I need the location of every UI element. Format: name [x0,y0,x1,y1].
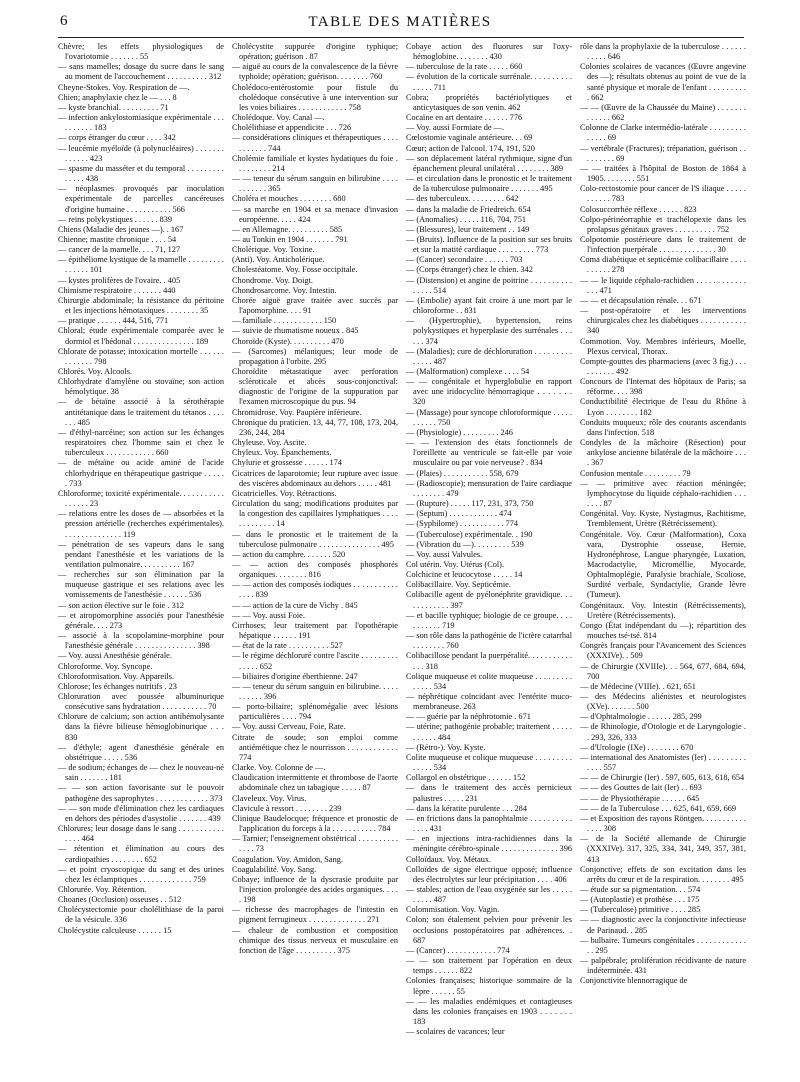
index-entry: — Voy. aussi Cerveau, Foie, Rate. [232,722,346,732]
index-entry: — — les maladies endémiques et contagieuses dans les colonies françaises en 1903 . . . . . . . 183 [406,996,572,1026]
index-entry: Choroïde (Kyste). . . . . . . . . . 470 [232,336,344,346]
index-entry: — bulbaire. Tumeurs congénitales . . . . . . . . . . . . . . 295 [580,935,746,955]
index-entry: — en Allemagne. . . . . . . . . . 585 [232,224,343,234]
index-entry: — — son traitement par l'opération en deux temps . . . . . . 822 [406,956,572,976]
index-entry: — des tuberculeux. . . . . . . . . 642 [406,194,519,204]
index-entry: — de Chirurgie (XVIIIe). . . 564, 677, 684, 694, 700 [580,661,746,681]
index-entry: Colloïdaux. Voy. Métaux. [406,854,492,864]
index-entry: Cholédoco-entérostomie pour fistule du cholédoque consécutive à une intervention sur les voies biliaires . . . . . . . . . . . . 758 [232,82,398,112]
index-entry: — de Médecine (VIIIe). . 621, 651 [580,681,696,691]
index-entry: — d'Ophtalmologie . . . . . . 285, 299 [580,712,702,722]
index-entry: — étude sur sa pigmentation. . . 574 [580,884,701,894]
index-entry: — — action des composés iodiques . . . . . . . . . . . . . . . 839 [232,580,398,600]
index-entry: — d'éthyle; agent d'anesthésie générale en obstétrique . . . . . 536 [58,742,224,762]
index-entry: — et point cryoscopique du sang et des urines chez les éclamptiques . . . . . . . . . . . . . 759 [58,864,224,884]
index-entry: — considérations cliniques et thérapeutiques . . . . . . . . . . . 744 [232,133,398,153]
index-entry: Colpotomie postérieure dans le traitement de l'infection puerpérale . . . . . . . . . . . . . . 30 [580,234,746,255]
index-entry: — — diagnostic avec la conjonctivite infectieuse de Parinaud. . 285 [580,915,746,935]
index-entry: — en injections intra-rachidiennes dans la méningite cérébro-spinale . . . . . . . . . . . . . . 396 [406,834,572,854]
index-entry: — — de Physiothérapie . . . . . . 645 [580,793,700,803]
index-entry: — (Cancer) . . . . . . . . . . . . 774 [406,945,510,955]
index-entry: Clarke. Voy. Colonne de —. [232,763,326,773]
index-entry: — son déplacement latéral rythmique, signe d'un épanchement pleural unilatéral . . . . . . . . 389 [406,153,572,173]
index-entry: Citrate de soude; son emploi comme antiémétique chez le nourrisson . . . . . . . . . . . . 774 [232,732,398,762]
index-entry: Chlorurée. Voy. Rétention. [58,884,147,894]
index-entry: — — son action favorisante sur le pouvoir pathogène des saprophytes . . . . . . . . . . . . . 373 [58,783,224,803]
index-entry: — (Maladies); cure de déchloruration . . . . . . . . . . . . . . 487 [406,346,572,366]
index-entry: — (Corps étranger) chez le chien. 342 [406,265,533,275]
index-entry: Cheyne-Stokes. Voy. Respiration de —. [58,82,190,92]
index-entry: Congénitaux. Voy. Intestin (Rétrécissements), Uretère (Rétrécissements). [580,600,746,620]
index-entry: Clavicule à ressort . . . . . . . . 239 [232,803,342,813]
index-entry: Colonies scolaires de vacances (Œuvre angevine des —); résultats obtenus au point de vue de la santé physique et morale de l'enfant . . . . . . . . . . 662 [580,62,746,102]
index-entry: — sans mamelles; dosage du sucre dans le sang au moment de l'accouchement . . . . . . . . . . 312 [58,62,224,82]
index-entry: — recherches sur son élimination par la muqueuse gastrique et ses relations avec les vomissements de l'anesthésie . . . . . . 536 [58,570,224,600]
index-entry: Conjonctivite blennorragique de [580,976,688,986]
index-entry: Colon; son étalement pelvien pour prévenir les occlusions postopératoires par adhérences. . 687 [406,915,572,945]
index-entry: Commotion. Voy. Membres inférieurs, Moelle, Plexus cervical, Thorax. [580,336,746,356]
index-entry: — richesse des macrophages de l'intestin en pigment ferrugineux . . . . . . . . . . . . . . 271 [232,905,398,925]
index-entry: Chloroformisation. Voy. Appareils. [58,671,174,681]
index-entry: — — et décapsulation rénale. . . 671 [580,295,702,305]
index-entry: Chirurgie abdominale; la résistance du péritoine et les injections hémotaxiques . . . . . . . . 35 [58,295,224,316]
index-entry: — reins polykystiques . . . . . . 839 [58,214,173,224]
index-entry: — état de la rate . . . . . . . . . . 527 [232,641,343,651]
header-rule [58,37,744,38]
index-entry: Chyleuse. Voy. Ascite. [232,438,307,448]
index-entry: Cobra; propriétés bactériolytiques et anticytasiques de son venin. 462 [406,92,572,112]
index-entry: — (Radioscopie); mensuration de l'aire cardiaque . . . . . . . . 479 [406,478,572,498]
index-entry: Chlorose; les échanges nutritifs . 23 [58,681,177,691]
index-entry: — — (Œuvre de la Chaussée du Maine) . . . . . . . . . . . . . 662 [580,102,746,123]
index-entry: Conduits muqueux; rôle des courants ascendants dans l'infection. 518 [580,417,746,437]
index-entry: Colosuccorrhée réflexe . . . . . . 823 [580,204,697,214]
index-entry: — (Hypertrophie), hypertension, reins polykystiques et hyperplasie des surrénales . . . . . . 374 [406,316,572,346]
index-entry: — (Plaies) . . . . . . . . . . . 558, 679 [406,468,519,478]
index-entry: — dans le traitement des accès pernicieux palustres . . . . . 231 [406,783,572,803]
index-entry: Chromidrose. Voy. Paupière inférieure. [232,407,362,417]
index-entry: — son rôle dans la pathogénie de l'ictère catarrhal . . . . . . . . 760 [406,631,572,651]
index-entry: Colonne de Clarke intermédio-latérale . . . . . . . . . . . . . . 69 [580,123,746,143]
index-entry: — post-opératoire et les interventions chirurgicales chez les diabétiques . . . . . . . . . . . 340 [580,306,746,336]
index-entry: — au Tonkin en 1904 . . . . . . . 791 [232,234,348,244]
index-entry: — épithéliome kystique de la mamelle . . . . . . . . . . . . . . . 101 [58,255,224,275]
index-entry: Conjonctive; effets de son excitation dans les arrêts du cœur et de la respiration. . . . . . . . 495 [580,864,746,884]
index-entry: — aiguë au cours de la convalescence de la fièvre typhoïde; opération; guérison. . . . . . . . 760 [232,62,398,82]
index-entry: — — Voy. aussi Foie. [232,610,305,620]
index-entry: — Tarnier; l'enseignement obstétrical . . . . . . . . . . . . . . 73 [232,834,398,854]
index-entry: — évolution de la corticale surrénale. . . . . . . . . . . . . . . 711 [406,72,572,92]
index-column-1 [58,42,224,1076]
index-entry: — kystes prolifères de l'ovaire. . 405 [58,275,181,285]
index-entry: — et Exposition des rayons Röntgen. . . . . . . . . . . . . . . 308 [580,813,746,834]
index-entry: Colonies françaises; historique sommaire de la lèpre . . . . . . 55 [406,976,572,996]
index-entry: — des Médecins aliénistes et neurologistes (XVe). . . . . . . 500 [580,692,746,712]
index-column-3 [406,42,572,1076]
index-entry: — (Septum) . . . . . . . . . . . . 474 [406,509,512,519]
index-entry: Choanes (Occlusion) osseuses . . 512 [58,895,182,905]
index-entry: Concours de l'Internat des hôpitaux de Paris; sa réforme. . . . 398 [580,377,746,397]
index-entry: Chloroforme; toxicité expérimentale. . . . . . . . . . . . . . . . . 23 [58,488,224,509]
index-entry: — d'éthyl-narcéine; son action sur les échanges respiratoires chez l'homme sain et chez le tuberculeux . . . . . . . . . . . . 660 [58,427,224,458]
index-entry: — chaleur de combustion et composition chimique des tissus nerveux et musculaire en fonction de l'âge . . . . . . . . . . 375 [232,925,398,955]
index-entry: — vertébrale (Fractures); trépanation, guérison . . . . . . . . . 69 [580,143,746,163]
index-entry: Cocaïne en art dentaire . . . . . . 776 [406,113,523,123]
index-entry: Coagulation. Voy. Amidon, Sang. [232,854,343,864]
index-entry: Circulation du sang; modifications produites par la congestion des capillaires lymphatiques . . . . . . . . . . . . . 14 [232,499,398,529]
index-entry: — familiale . . . . . . . . . . . . 150 [232,316,337,326]
index-entry: — Voy. aussi Valvules. [406,549,483,559]
index-entry: Cœlostomie vaginale antérieure. . . 69 [406,133,533,143]
page-number: 6 [60,13,68,29]
index-entry: — (Malformation) complexe . . . . 54 [406,367,530,376]
index-columns [58,42,746,1076]
index-entry: — (Rupture) . . . . . 117, 231, 373, 750 [406,499,534,509]
index-entry: — en frictions dans la panophtalmie . . . . . . . . . . . . . . 431 [406,813,572,834]
index-entry: — (Vibration du —). . . . . . . . . 539 [406,539,524,549]
index-entry: — palpébrale; prolifération récidivante de nature indéterminée. 431 [580,956,746,976]
index-entry: — Voy. aussi Anesthésie générale. [58,651,172,661]
index-entry: Cobaye action des fluorures sur l'oxy-hémoglobine. . . . . . . . 430 [406,42,572,62]
index-entry: — (Tuberculose) primitive . . . . 285 [580,905,701,915]
index-entry: — — guérie par la néphrotomie . 671 [406,712,531,722]
index-entry: — — primitive avec réaction méningée; lymphocytose du liquide céphalo-rachidien . . . . . . . 87 [580,478,746,509]
index-entry: Congrès français pour l'Avancement des Sciences (XXXIVe). . 509 [580,641,746,661]
index-entry: Confusion mentale . . . . . . . . . 79 [580,468,691,478]
index-entry: Cholélithiase et appendicite . . . 726 [232,123,352,133]
index-entry: — kyste branchial. . . . . . . . . . 71 [58,102,169,112]
index-entry: Cholécystectomie pour cholélithiase de la paroi de la vésicule. 336 [58,905,224,925]
index-entry: — — teneur du sérum sanguin en bilirubine . . . . . . . . . . . 365 [232,174,398,194]
index-entry: — scolaires de vacances; leur [406,1027,505,1037]
index-entry: — — action de la cure de Vichy . 845 [232,600,358,610]
index-column-4 [580,42,746,1076]
index-entry: — leucémie myéloïde (à polynucléaires) . . . . . . . . . . . . . 423 [58,143,224,163]
index-entry: — associé à la scopolamine-morphine pour l'anesthésie générale . . . . . . . . . . . . . . . 398 [58,631,224,651]
index-entry: — — l'extension des états fonctionnels de l'oreillette au ventricule se fait-elle par voie musculaire ou par voie nerveuse? . 834 [406,438,572,468]
index-entry: — — des Gouttes de lait (Ier) . . 693 [580,783,702,793]
index-entry: Chimisme respiratoire . . . . . . . 440 [58,285,176,295]
index-entry: Colibacille agent de pyélonéphrite gravidique. . . . . . . . . . . . 397 [406,590,572,610]
index-entry: — utérine; pathogénie probable; traitement . . . . . . . . . . . 484 [406,722,572,742]
index-entry: Cholécystite calculeuse . . . . . . 15 [58,925,172,935]
index-entry: Chien; anaphylaxie chez le — . . . 8 [58,92,177,102]
index-entry: Congénitale. Voy. Cœur (Malformation), Coxa vara, Dystrophie osseuse, Hernie, Hydronéphrose, Langue pharyngée, Luxation, Macrodactylie, Microméllie, Myocarde, Ophtalmoplégie, Paralysie brachiale, Scoliose, Surdité verbale, Syndactylie, Grande lèvre (Tumeur). [580,529,746,600]
index-entry: Chyleux. Voy. Épanchements. [232,448,332,458]
index-entry: — rétention et élimination au cours des cardiopathies . . . . . . . . 652 [58,844,224,864]
index-entry: Chronique du praticien. 13, 44, 77, 108, 173, 204, 236, 244, 284 [232,417,398,437]
index-entry: — d'Urologie (IXe) . . . . . . . . 670 [580,742,694,752]
index-entry: Chylurie et grossesse . . . . . . 174 [232,458,342,468]
index-entry: — (Sarcomes) mélaniques; leur mode de propagation à l'orbite. 295 [232,346,398,366]
index-entry: — de Rhinologie, d'Otologie et de Laryngologie . . 293, 326, 333 [580,722,746,742]
index-entry: Chlorhydrate d'amylène ou stovaïne; son action hémolytique. 38 [58,377,224,397]
index-entry: Clinique Baudelocque; fréquence et pronostic de l'application du forceps à la . . . . . . . . . . . 784 [232,813,398,834]
index-entry: — (Embolie) ayant fait croire à une mort par le chloroforme . . 831 [406,295,572,316]
index-entry: — pénétration de ses vapeurs dans le sang pendant l'anesthésie et les variations de la ventilation pulmonaire. . . . . . . . . . 167 [58,539,224,569]
index-entry: — action du camphre. . . . . . . 520 [232,549,346,559]
index-entry: — tuberculose de la rate . . . . . 660 [406,62,523,72]
index-entry: Cobaye; influence de la dyscrasie produite par l'injection prolongée des acides organiques. . . . . 198 [232,874,398,905]
index-entry: Compte-gouttes des pharmaciens (avec 3 fig.) . . . . . . . . . . 492 [580,356,746,376]
index-entry: Colommisation. Voy. Vagin. [406,905,500,915]
index-entry: Chlorures; leur dosage dans le sang . . . . . . . . . . . . . . . 464 [58,824,224,844]
index-entry: Chloral; étude expérimentale comparée avec le dormiol et l'hédonal . . . . . . . . . . . . . . . 189 [58,326,224,346]
index-entry: — — de Chirurgie (Ier) . 597, 605, 613, 618, 654 [580,773,745,783]
page-title: TABLE DES MATIÈRES [308,14,492,30]
index-entry: — stables; action de l'eau oxygénée sur les . . . . . . . . . . 487 [406,884,572,905]
index-entry: — et bacille typhique; biologie de ce groupe. . . . . . . . . . . 719 [406,610,572,630]
index-entry: — (Bruits). Influence de la position sur ses bruits et sur la matité cardiaque . . . . . . . . . 773 [406,234,572,255]
index-entry: Cholestéatome. Voy. Fosse occipitale. [232,265,358,275]
index-entry: Cholédoque. Voy. Canal —. [232,113,325,123]
index-entry: — — congénitale et hyperglobulie en rapport avec une iridocyclite hémorragique . . . . . . . 320 [406,377,572,407]
index-entry: — — action des composés phosphorés organiques. . . . . . . . 816 [232,559,398,580]
index-entry: Chondrosarcome. Voy. Intestin. [232,285,337,295]
index-entry: — — teneur du sérum sanguin en bilirubine. . . . . . . . . . . 396 [232,681,398,701]
index-entry: Congénital. Voy. Kyste, Nystagmus, Rachitisme, Tremblement, Urètre (Rétrécissement). [580,509,746,529]
index-entry: Colpo-périnéorraphie et trachélopexie dans les prolapsus génitaux graves . . . . . . . . . . 752 [580,214,746,234]
index-entry: — dans le pronostic et le traitement de la tuberculose pulmonaire . . . . . . . . . . . . . . . 495 [232,529,398,549]
index-entry: Claudication intermittente et thrombose de l'aorte abdominale chez un tabagique . . . . . 87 [232,773,398,793]
index-entry: — infection ankylostomiasique expérimentale . . . . . . . . . . 183 [58,113,224,133]
index-column-2 [232,42,398,1076]
index-entry: — (Blessures), leur traitement . . 149 [406,224,530,234]
index-entry: Cholémie familiale et kystes hydatiques du foie . . . . . . . . . 214 [232,153,398,173]
index-entry: — (Rétro-). Voy. Kyste. [406,742,486,752]
index-entry: — (Physiologie) . . . . . . . . . 246 [406,427,513,437]
index-entry: Cholérique. Voy. Toxine. [232,245,315,255]
index-entry: (Anti). Voy. Anticholérique. [232,255,325,265]
index-entry: Chondrome. Voy. Doigt. [232,275,313,285]
index-entry: — le régime déchloruré contre l'ascite . . . . . . . . . . . . . . 652 [232,651,398,671]
index-entry: Cirrhoses; leur traitement par l'opothérapie hépatique . . . . . . 191 [232,620,398,641]
index-entry: — (Massage) pour syncope chloroformique . . . . . . . . . . . 750 [406,407,572,427]
index-entry: — (Tuberculose) expérimentale. . 190 [406,529,533,539]
index-entry: — sa marche en 1904 et sa menace d'invasion européenne. . . . . 424 [232,204,398,224]
index-entry: — suivie de rhumatisme noueux . 845 [232,326,359,336]
index-entry: Coma diabétique et septicémie colibacillaire . . . . . . . . . . 278 [580,255,746,275]
index-entry: Choroïdite métastatique avec perforation scléroticale et abcès sous-conjonctival: diagnostic de l'origine de la suppuration par l'examen microscopique du pus. 94 [232,367,398,407]
index-entry: Chloroforme. Voy. Syncope. [58,661,153,671]
index-entry: Chorée aiguë grave traitée avec succès par l'apomorphine. . . . 91 [232,295,398,316]
index-entry: Cholécystite suppurée d'origine typhique; opération; guérison . 87 [232,42,398,62]
index-entry: Colique muqueuse et colite muqueuse . . . . . . . . . . . . . . 534 [406,671,572,691]
index-entry: — de la Société allemande de Chirurgie (XXXIVe). 317, 325, 334, 341, 349, 357, 381, 413 [580,834,746,864]
index-entry: — dans la kératite purulente . . . 284 [406,803,527,813]
index-entry: — de bétaïne associé à la sérothérapie antitétanique dans le traitement du tétanos . . . . . . . 485 [58,397,224,427]
index-entry: Cœur; action de l'alcool. 174, 191, 520 [406,143,535,153]
index-entry: — — de la Tuberculose . . . 625, 641, 659, 669 [580,803,737,813]
index-entry: — (Distension) et angine de poitrine . . . . . . . . . . . . . . . 514 [406,275,572,295]
index-entry: Cicatricielles. Voy. Rétractions. [232,488,337,498]
index-entry: — — son mode d'élimination chez les cardiaques en dehors des périodes d'asystolie . . . . . . . 439 [58,803,224,823]
index-entry: — son action élective sur le foie . 312 [58,600,185,610]
index-entry: Col utérin. Voy. Utérus (Col). [406,559,505,569]
index-entry: Conductibilité électrique de l'eau du Rhône à Lyon . . . . . . . . 182 [580,397,746,417]
index-entry: — dans la maladie de Friedreich. 654 [406,204,531,214]
index-entry: — néphrétique coïncidant avec l'entérite muco-membraneuse. 263 [406,692,572,712]
index-entry: — (Autoplastie) et prothèse . . . 175 [580,895,700,905]
index-entry: Congo (État indépendant du —); répartition des mouches tsé-tsé. 814 [580,620,746,641]
index-entry: — de métaïne ou acide aminé de l'acide chlorhydrique en thérapeutique gastrique . . . . . . 733 [58,458,224,488]
index-entry: — (Cancer) secondaire . . . . . . 703 [406,255,523,265]
index-entry: — international des Anatomistes (Ier) . . . . . . . . . . . . . 557 [580,752,746,773]
index-entry: Colite muqueuse et colique muqueuse . . . . . . . . . . . . . . 534 [406,752,572,773]
index-entry: Chlorate de potasse; intoxication mortelle . . . . . . . . . . . . . 798 [58,346,224,366]
index-entry: Claveleux. Voy. Virus. [232,793,307,803]
index-entry: — biliaires d'origine éberthienne. 247 [232,671,358,681]
index-entry: Colibacillaire. Voy. Septicémie. [406,580,511,590]
index-entry: Cicatrices de laparotomie; leur rupture avec issue des viscères abdominaux au dehors . . . . . 481 [232,468,398,488]
index-entry: — relations entre les doses de — absorbées et la pression artérielle (recherches expérimentales). . . . . . . . . . . . . . . 119 [58,509,224,539]
index-entry: Colloïdes de signe électrique opposé; influence des électrolytes sur leur précipitation . . . . 406 [406,864,572,884]
index-entry: Chiens (Maladie des jeunes —). . 167 [58,224,184,234]
index-entry: — et atropomorphine associés pour l'anesthésie générale. . . . 273 [58,610,224,630]
index-entry: Chlorés. Voy. Alcools. [58,367,133,376]
index-entry: — — traitées à l'hôpital de Boston de 1864 à 1905. . . . . . . . 551 [580,163,746,184]
index-entry: — (Syphilome) . . . . . . . . . . . 774 [406,519,519,529]
index-entry: rôle dans la prophylaxie de la tuberculose . . . . . . . . . . . 646 [580,42,746,62]
index-entry: Colchicine et leucocytose . . . . . 14 [406,570,523,580]
index-entry: Chienne; mastite chronique . . . . 54 [58,234,177,244]
index-entry: Condyles de la mâchoire (Résection) pour ankylose ancienne bilatérale de la mâchoire . . . . 367 [580,438,746,468]
index-entry: — pratique . . . . . . 444, 516, 771 [58,316,169,326]
index-entry: Choléra et mouches . . . . . . . . 680 [232,194,346,204]
index-entry: Collargol en obstétrique . . . . . . 152 [406,773,526,783]
index-entry: Colibacillose pendant la puerpéralité. . . . . . . . . . . . . . 318 [406,651,572,671]
index-entry: Coagulabilité. Voy. Sang. [232,864,317,874]
index-entry: — cancer de la mamelle. . . . 71, 127 [58,245,181,255]
index-entry: Chlorure de calcium; son action antihémolysante dans la fièvre bilieuse hémoglobinurique . . . 830 [58,712,224,742]
index-entry: Colo-rectostomie pour cancer de l'S iliaque . . . . . . . . . . . 783 [580,184,746,204]
index-entry: — (Anomalies) . . . . . 116, 704, 751 [406,214,526,224]
index-entry: — — le liquide céphalo-rachidien . . . . . . . . . . . . . . . 471 [580,275,746,295]
index-entry: — spasme du masséter et du temporal . . . . . . . . . . . . . . 438 [58,163,224,184]
index-entry: Chèvre; les effets physiologiques de l'ovariotomie . . . . . . . 55 [58,42,224,62]
index-entry: — néoplasmes provoqués par inoculation expérimentale de parcelles cancéreuses d'origine humaine . . . . . . . . . . . 566 [58,184,224,214]
index-entry: — de sodium; échanges de — chez le nouveau-né sain . . . . . . . 181 [58,763,224,783]
index-entry: Chloruration avec poussée albuminurique consécutive sans hydratation . . . . . . . . . . . 70 [58,692,224,712]
index-entry: — et circulation dans le pronostic et le traitement de la tuberculose pulmonaire . . . . . . . 495 [406,174,572,194]
index-entry: — corps étranger du cœur . . . . 342 [58,133,176,143]
index-entry: — Voy. aussi Formiate de —. [406,123,505,133]
page-header [0,13,800,35]
index-entry: — porto-biliaire; splénomégalie avec lésions particulières . . . . 794 [232,702,398,722]
